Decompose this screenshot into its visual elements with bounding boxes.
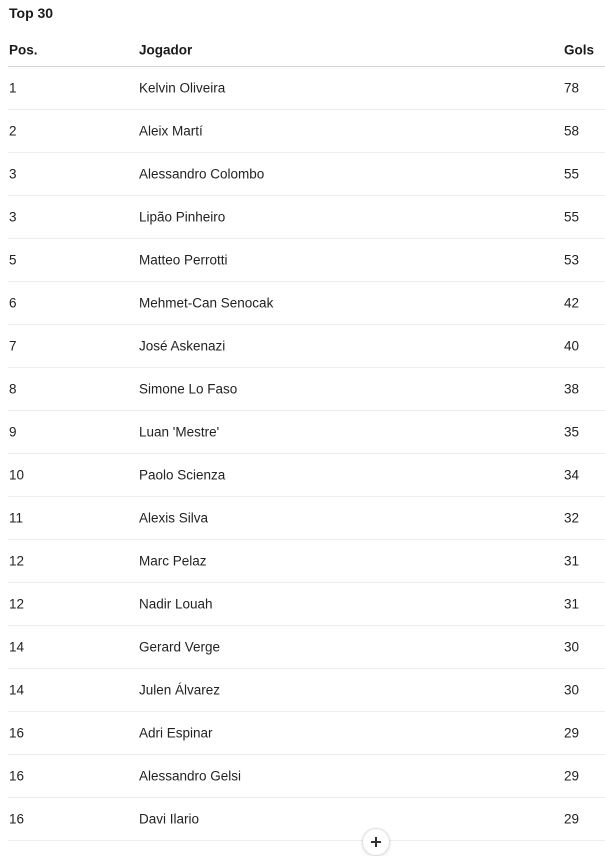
row-player-name: Mehmet-Can Senocak bbox=[139, 295, 274, 311]
row-player-name: Luan 'Mestre' bbox=[139, 424, 220, 440]
row-position: 12 bbox=[9, 553, 25, 569]
row-position: 16 bbox=[9, 768, 25, 784]
row-goals: 32 bbox=[564, 510, 580, 526]
column-header-position: Pos. bbox=[9, 42, 38, 58]
table-row bbox=[8, 411, 605, 454]
row-player-name: Lipão Pinheiro bbox=[139, 209, 226, 225]
expand-table-button[interactable] bbox=[362, 828, 390, 856]
row-position: 3 bbox=[9, 209, 17, 225]
table-row bbox=[8, 712, 605, 755]
row-position: 9 bbox=[9, 424, 17, 440]
row-position: 2 bbox=[9, 123, 17, 139]
row-player-name: Alexis Silva bbox=[139, 510, 209, 526]
row-goals: 29 bbox=[564, 725, 580, 741]
table-row bbox=[8, 196, 605, 239]
row-player-name: Kelvin Oliveira bbox=[139, 80, 226, 96]
row-player-name: Adri Espinar bbox=[139, 725, 213, 741]
row-goals: 31 bbox=[564, 553, 580, 569]
row-goals: 42 bbox=[564, 295, 580, 311]
row-position: 16 bbox=[9, 725, 25, 741]
table-row bbox=[8, 669, 605, 712]
row-goals: 55 bbox=[564, 209, 580, 225]
row-player-name: Gerard Verge bbox=[139, 639, 221, 655]
row-player-name: Paolo Scienza bbox=[139, 467, 226, 483]
row-goals: 38 bbox=[564, 381, 580, 397]
table-row bbox=[8, 110, 605, 153]
row-goals: 35 bbox=[564, 424, 580, 440]
row-goals: 58 bbox=[564, 123, 580, 139]
row-goals: 34 bbox=[564, 467, 580, 483]
row-goals: 29 bbox=[564, 768, 580, 784]
row-position: 6 bbox=[9, 295, 17, 311]
row-position: 3 bbox=[9, 166, 17, 182]
row-player-name: Simone Lo Faso bbox=[139, 381, 238, 397]
table-row bbox=[8, 325, 605, 368]
table-row bbox=[8, 282, 605, 325]
column-header-player: Jogador bbox=[139, 42, 193, 58]
row-player-name: Alessandro Gelsi bbox=[139, 768, 242, 784]
row-position: 5 bbox=[9, 252, 17, 268]
row-goals: 31 bbox=[564, 596, 580, 612]
table-body bbox=[8, 67, 605, 841]
row-player-name: Alessandro Colombo bbox=[139, 166, 265, 182]
row-position: 14 bbox=[9, 639, 25, 655]
table-row bbox=[8, 497, 605, 540]
row-position: 10 bbox=[9, 467, 25, 483]
table-row bbox=[8, 626, 605, 669]
row-goals: 53 bbox=[564, 252, 580, 268]
row-position: 8 bbox=[9, 381, 17, 397]
row-goals: 40 bbox=[564, 338, 580, 354]
table-row bbox=[8, 368, 605, 411]
row-player-name: José Askenazi bbox=[139, 338, 226, 354]
table-header-row bbox=[8, 33, 605, 67]
row-position: 7 bbox=[9, 338, 17, 354]
table-row bbox=[8, 67, 605, 110]
top-scorers-table bbox=[8, 33, 605, 841]
table-row bbox=[8, 239, 605, 282]
table-row bbox=[8, 755, 605, 798]
row-position: 14 bbox=[9, 682, 25, 698]
table-title: Top 30 bbox=[9, 5, 54, 21]
table-row bbox=[8, 153, 605, 196]
row-player-name: Marc Pelaz bbox=[139, 553, 207, 569]
table-row bbox=[8, 798, 605, 841]
row-position: 12 bbox=[9, 596, 25, 612]
row-player-name: Matteo Perrotti bbox=[139, 252, 228, 268]
plus-icon bbox=[371, 837, 381, 847]
column-header-goals: Gols bbox=[564, 42, 595, 58]
row-goals: 30 bbox=[564, 639, 580, 655]
row-goals: 78 bbox=[564, 80, 580, 96]
row-goals: 30 bbox=[564, 682, 580, 698]
row-position: 1 bbox=[9, 80, 17, 96]
row-position: 11 bbox=[9, 510, 24, 526]
table-row bbox=[8, 454, 605, 497]
row-player-name: Nadir Louah bbox=[139, 596, 213, 612]
table-row bbox=[8, 540, 605, 583]
row-player-name: Aleix Martí bbox=[139, 123, 203, 139]
table-row bbox=[8, 583, 605, 626]
row-player-name: Davi Ilario bbox=[139, 811, 200, 827]
row-player-name: Julen Álvarez bbox=[139, 682, 221, 698]
row-goals: 29 bbox=[564, 811, 580, 827]
row-position: 16 bbox=[9, 811, 25, 827]
row-goals: 55 bbox=[564, 166, 580, 182]
